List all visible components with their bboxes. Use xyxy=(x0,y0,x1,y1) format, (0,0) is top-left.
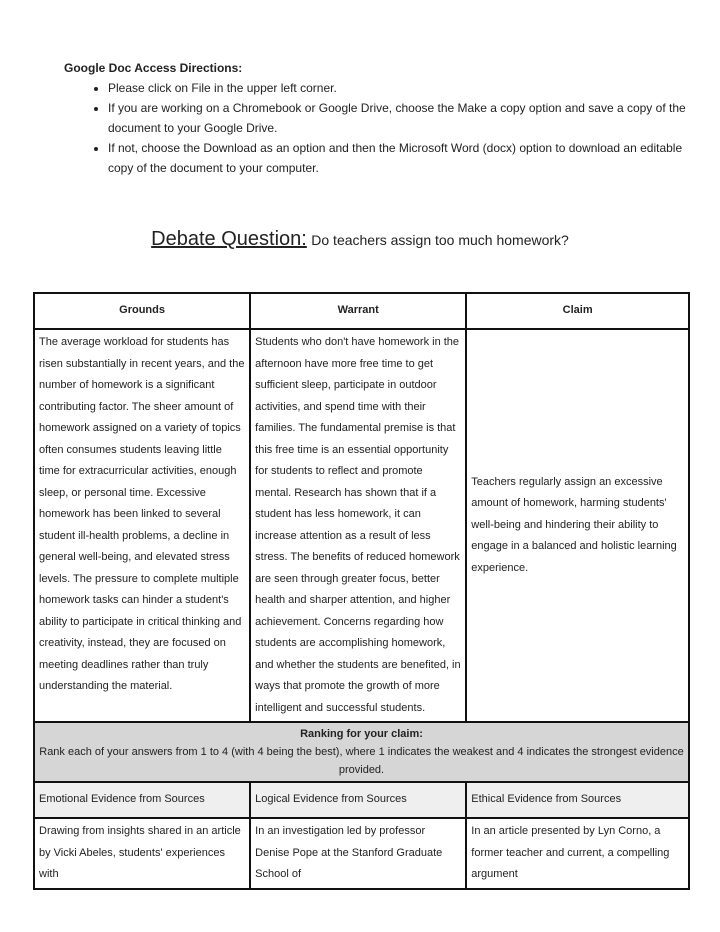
directions-item: • If you are working on a Chromebook or Google Drive, choose the Make a copy option and save a copy of the document to your Google Drive. xyxy=(108,98,694,138)
rating-text: Rank each of your answers from 1 to 4 (with 4 being the best), where 1 indicates the weakest and 4 indicates the strongest evidence provided. xyxy=(39,746,684,776)
warrant-cell: Students who don't have homework in the afternoon have more free time to get sufficient sleep, participate in outdoor activities, and spend time with their families. The fundamental premise is that this free time is an essential opportunity for students to reflect and promote mental. Research has shown that if a student has less homework, it can increase attention as a result of less stress. The benefits of reduced homework are seen through greater focus, better health and sharper attention, and higher achievement. Concerns regarding how students are accomplishing homework, and whether the students are benefited, in ways that promote the growth of more intelligent and successful students. xyxy=(250,329,466,722)
evidence-header-logical: Logical Evidence from Sources xyxy=(250,782,466,818)
debate-question-label: Debate Question: xyxy=(151,228,307,250)
rating-title: Ranking for your claim: xyxy=(300,728,423,740)
grounds-cell: The average workload for students has risen substantially in recent years, and the number of homework is a significant contributing factor. The sheer amount of homework assigned on a variety of topics often consumes students leaving little time for extracurricular activities, enough sleep, or personal time. Excessive homework has been linked to several student ill-health problems, a decline in general well-being, and elevated stress levels. The pressure to complete multiple homework tasks can hinder a student's ability to participate in critical thinking and creativity, instead, they are focused on meeting deadlines rather than truly understanding the material. xyxy=(34,329,250,722)
evidence-body-row xyxy=(34,818,689,889)
header-claim: Claim xyxy=(466,293,689,329)
rating-row xyxy=(34,722,689,782)
evidence-header-row xyxy=(34,782,689,818)
evidence-header-ethical: Ethical Evidence from Sources xyxy=(466,782,689,818)
directions-heading: Google Doc Access Directions: xyxy=(64,61,243,75)
debate-question xyxy=(0,228,720,251)
table-body-row xyxy=(34,329,689,722)
evidence-ethical: In an article presented by Lyn Corno, a former teacher and current, a compelling argument xyxy=(466,818,689,889)
directions-item: • Please click on File in the upper left corner. xyxy=(108,78,694,98)
table-header-row xyxy=(34,293,689,329)
debate-table xyxy=(33,292,690,890)
directions-list xyxy=(64,78,694,178)
access-directions xyxy=(64,58,694,178)
evidence-logical: In an investigation led by professor Denise Pope at the Stanford Graduate School of xyxy=(250,818,466,889)
directions-item: • If not, choose the Download as an option and then the Microsoft Word (docx) option to download an editable copy of the document to your computer. xyxy=(108,138,694,178)
header-grounds: Grounds xyxy=(34,293,250,329)
debate-question-text: Do teachers assign too much homework? xyxy=(311,232,569,248)
header-warrant: Warrant xyxy=(250,293,466,329)
evidence-header-emotional: Emotional Evidence from Sources xyxy=(34,782,250,818)
claim-cell: Teachers regularly assign an excessive amount of homework, harming students' well-being and hindering their ability to engage in a balanced and holistic learning experience. xyxy=(466,329,689,722)
rating-cell xyxy=(34,722,689,782)
evidence-emotional: Drawing from insights shared in an article by Vicki Abeles, students' experiences with xyxy=(34,818,250,889)
